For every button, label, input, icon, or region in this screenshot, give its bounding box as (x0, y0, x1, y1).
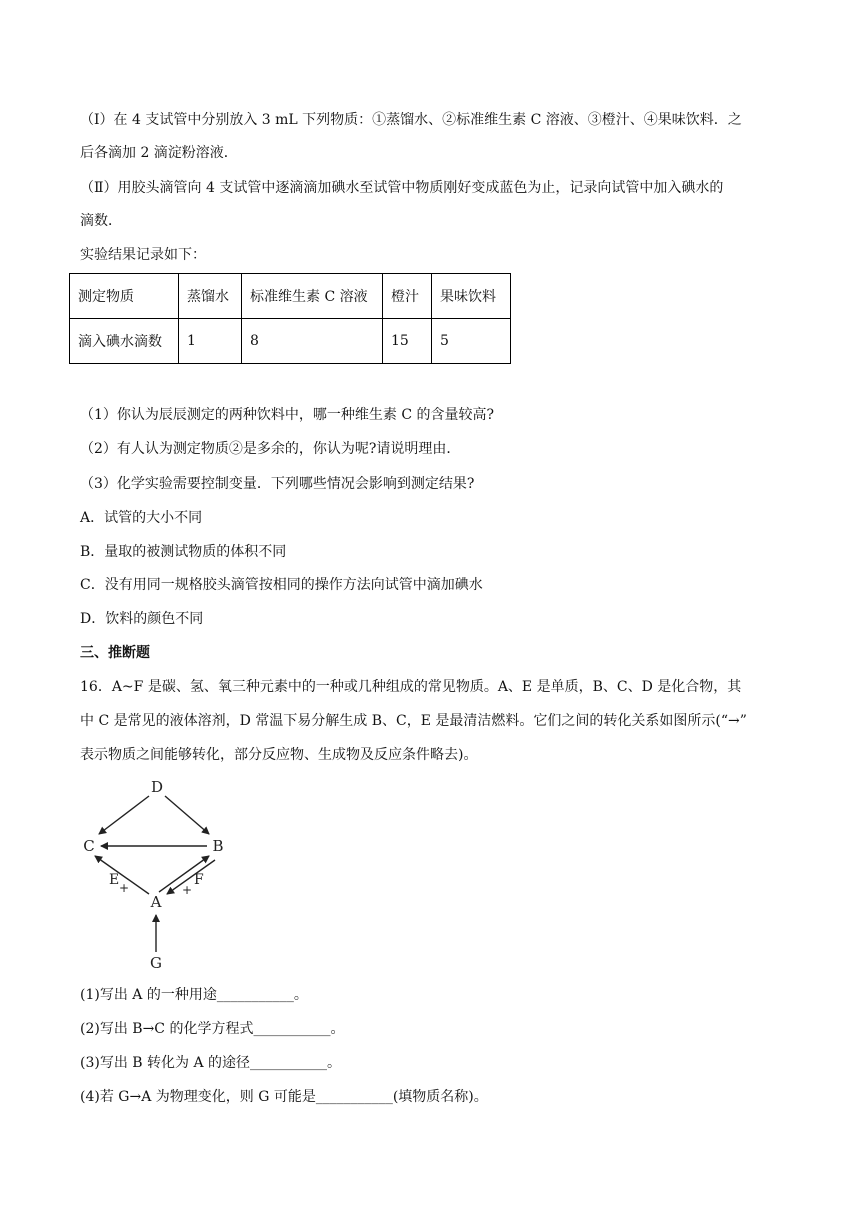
sub-question-3: (3)写出 B 转化为 A 的途径___________。 (80, 1055, 342, 1071)
label-e-plus: + (119, 881, 130, 895)
problem-16-line1: 16．A~F 是碳、氢、氧三种元素中的一种或几种组成的常见物质。A、E 是单质，B、C、D 是化合物，其 (80, 679, 742, 695)
table-cell: 蒸馏水 (179, 274, 242, 319)
step1-line1: （Ⅰ）在 4 支试管中分别放入 3 mL 下列物质：①蒸馏水、②标准维生素 C 溶液、③橙汁、④果味饮料．之 (80, 112, 742, 128)
node-g: G (150, 954, 162, 972)
node-a: A (150, 893, 162, 911)
step2-line2: 滴数． (80, 213, 122, 229)
label-e: E (109, 872, 120, 888)
step1-line2: 后各滴加 2 滴淀粉溶液． (80, 145, 238, 161)
table-cell: 测定物质 (70, 274, 179, 319)
table-cell: 滴入碘水滴数 (70, 319, 179, 364)
table-cell: 果味饮料 (432, 274, 511, 319)
option-d: D．饮料的颜色不同 (80, 611, 204, 627)
label-f-plus: + (182, 883, 193, 897)
node-d: D (150, 778, 164, 796)
table-header-row (70, 274, 511, 319)
table-cell: 8 (242, 319, 383, 364)
option-c: C．没有用同一规格胶头滴管按相同的操作方法向试管中滴加碘水 (80, 577, 483, 593)
table-cell: 标准维生素 C 溶液 (242, 274, 383, 319)
question-2: （2）有人认为测定物质②是多余的，你认为呢?请说明理由． (80, 441, 461, 457)
table-row (70, 319, 511, 364)
section-heading: 三、推断题 (80, 645, 150, 661)
table-cell: 5 (432, 319, 511, 364)
label-f: F (194, 872, 204, 888)
node-b: B (212, 837, 224, 855)
question-3: （3）化学实验需要控制变量．下列哪些情况会影响到测定结果? (80, 476, 475, 492)
results-table (69, 273, 511, 364)
node-c: C (83, 837, 95, 855)
option-a: A．试管的大小不同 (80, 510, 203, 526)
problem-16-line3: 表示物质之间能够转化，部分反应物、生成物及反应条件略去)。 (80, 747, 478, 763)
sub-question-1: (1)写出 A 的一种用途___________。 (80, 987, 308, 1003)
sub-question-2: (2)写出 B→C 的化学方程式___________。 (80, 1021, 345, 1037)
sub-question-4: (4)若 G→A 为物理变化，则 G 可能是___________(填物质名称)。 (80, 1089, 488, 1105)
table-cell: 橙汁 (383, 274, 432, 319)
arrow-d-to-c (99, 796, 149, 834)
question-1: （1）你认为辰辰测定的两种饮料中，哪一种维生素 C 的含量较高? (80, 407, 495, 423)
transformation-diagram (75, 770, 235, 975)
arrow-d-to-b (165, 796, 209, 834)
option-b: B．量取的被测试物质的体积不同 (80, 544, 287, 560)
step2-line1: （Ⅱ）用胶头滴管向 4 支试管中逐滴滴加碘水至试管中物质刚好变成蓝色为止，记录向试管中加入碘水的 (80, 180, 724, 196)
problem-16-line2: 中 C 是常见的液体溶剂，D 常温下易分解生成 B、C，E 是最清洁燃料。它们之间的转化关系如图所示(“→” (80, 713, 747, 729)
table-cell: 1 (179, 319, 242, 364)
table-cell: 15 (383, 319, 432, 364)
record-label: 实验结果记录如下： (80, 247, 206, 263)
